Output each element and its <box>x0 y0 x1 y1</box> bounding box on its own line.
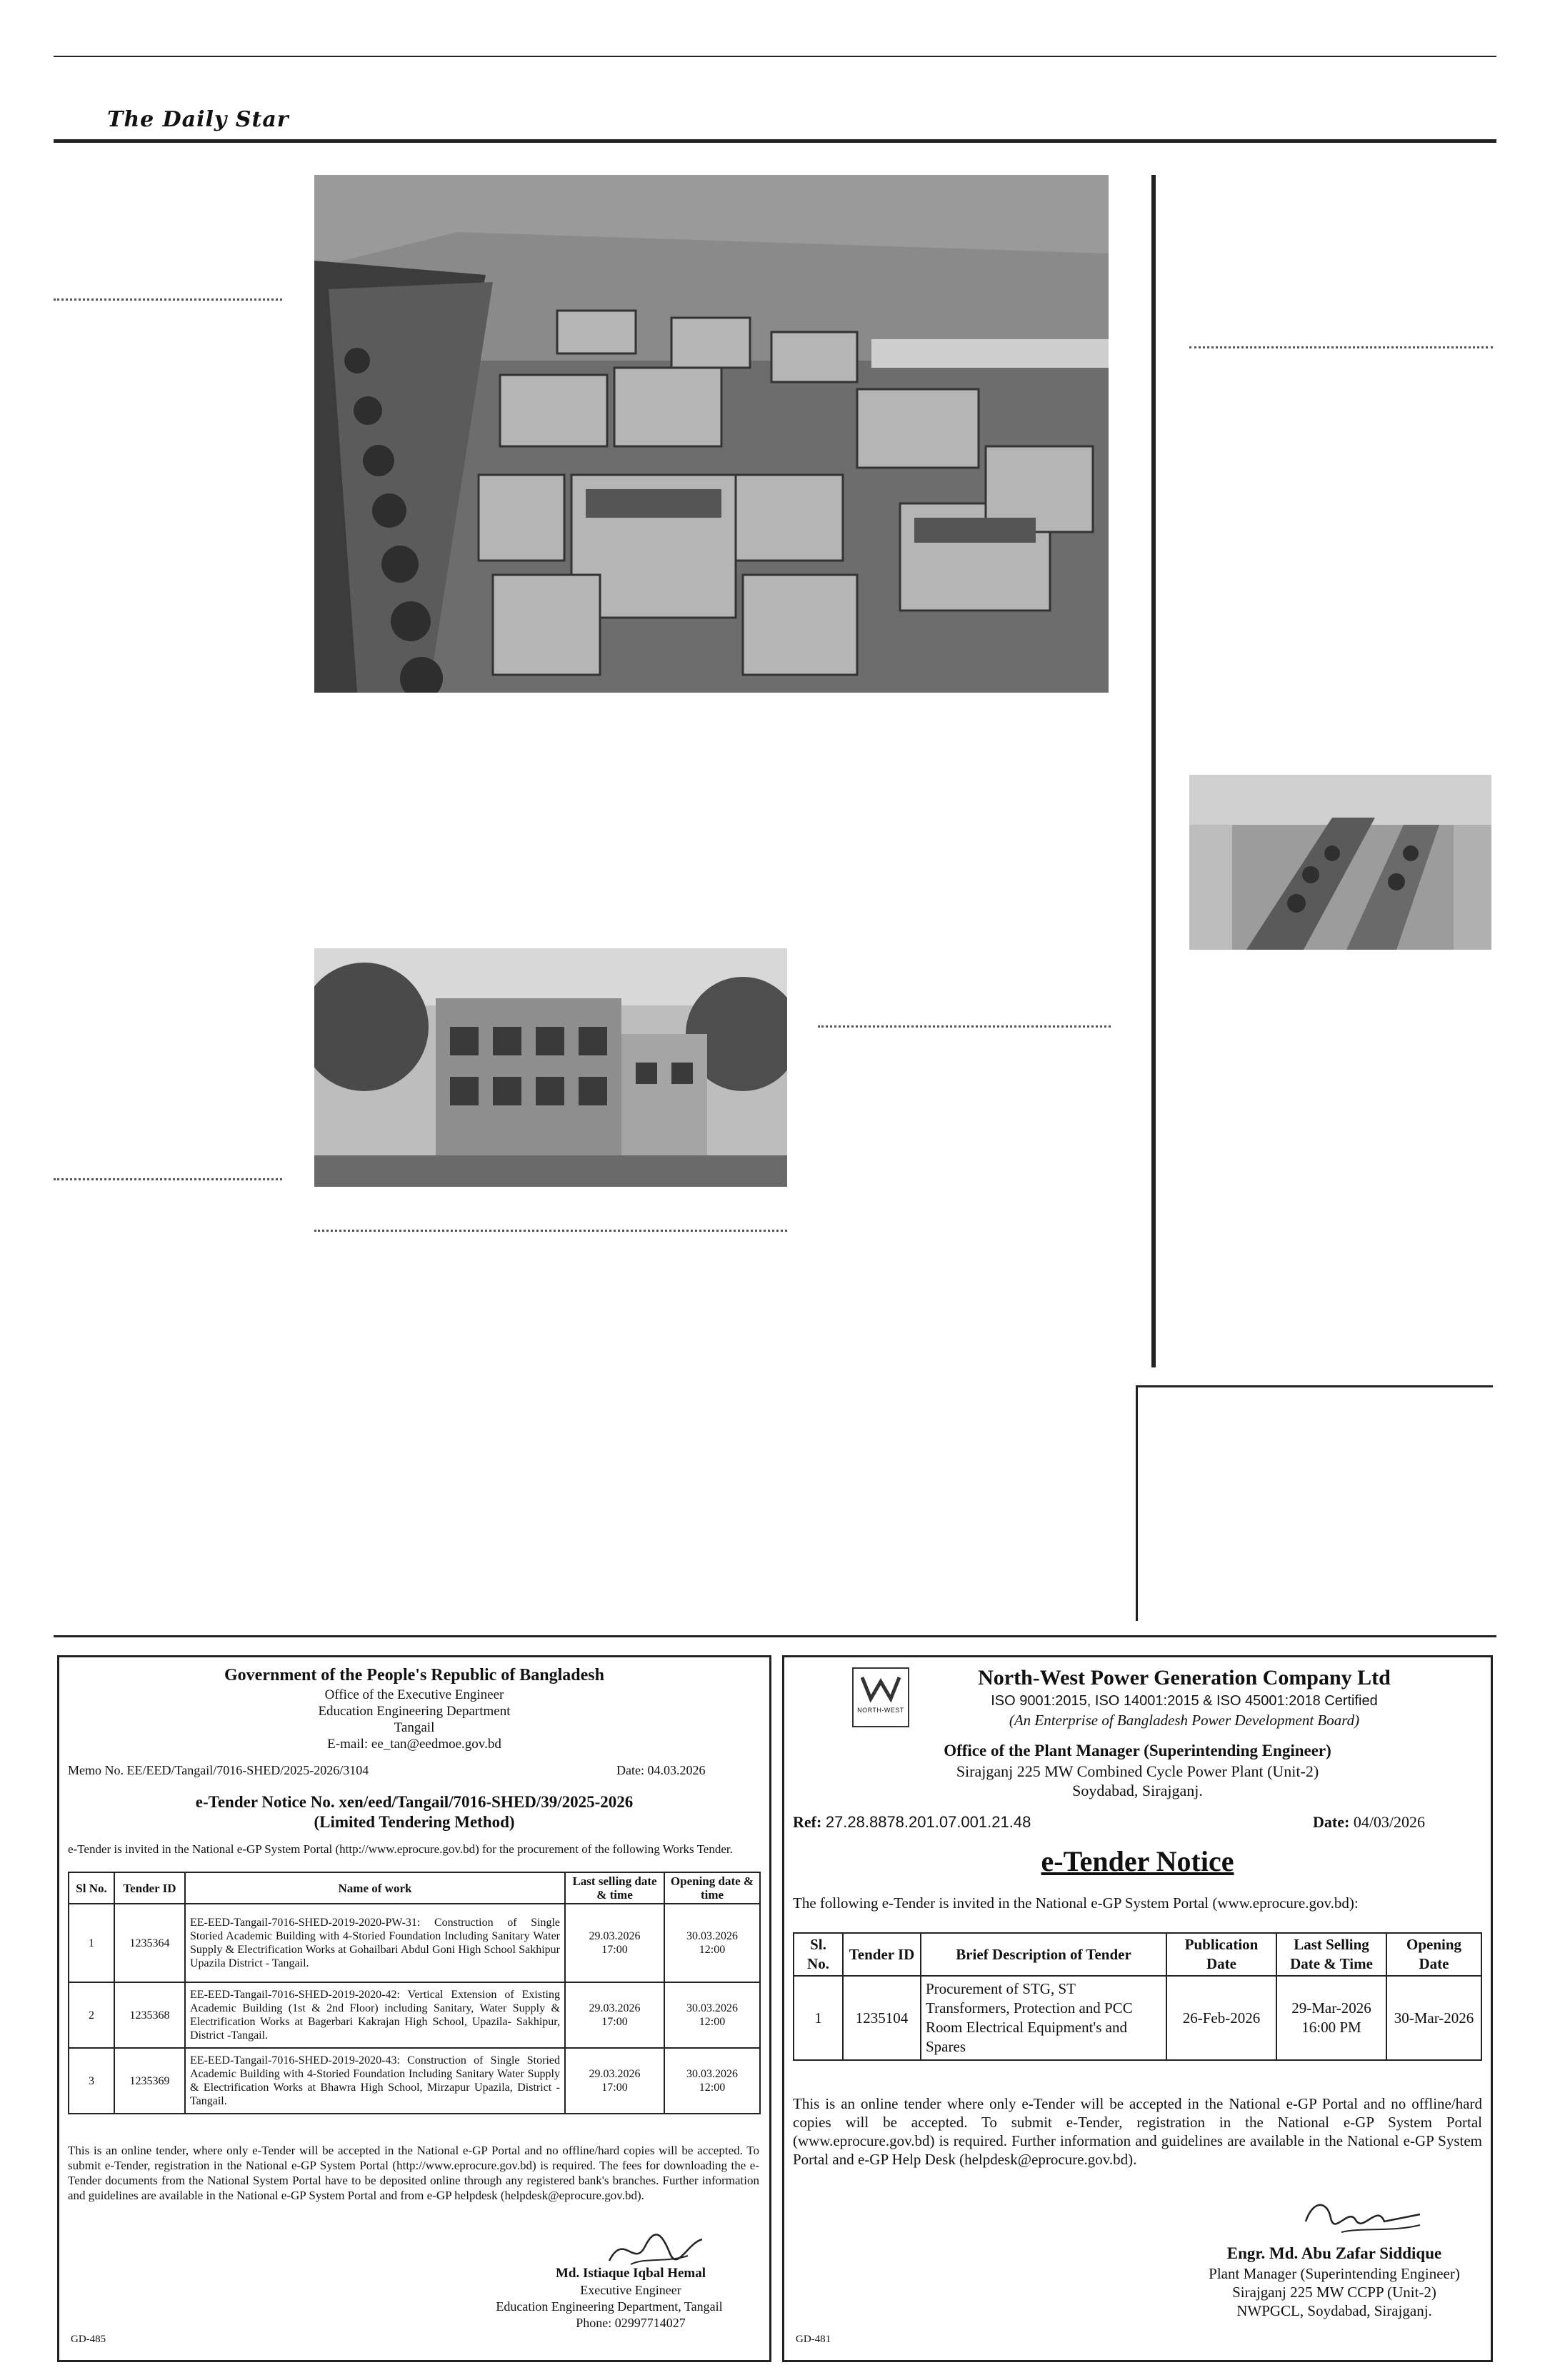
ad-right-tender-table <box>793 1932 1482 2061</box>
col-opening: Opening date & time <box>664 1872 760 1904</box>
left-col-separator-2 <box>54 1178 282 1180</box>
traffic-jam-photo <box>314 175 1109 693</box>
ad-left-dept: Education Engineering Department <box>318 1704 511 1719</box>
ad-left-intro: e-Tender is invited in the National e-GP System Portal (http://www.eprocure.gov.bd) for the procurement of the following Works Tender. <box>68 1842 733 1856</box>
ad-right-notice-title: e-Tender Notice <box>1041 1845 1234 1877</box>
col-publication: Publication Date <box>1166 1933 1276 1976</box>
ad-left-signer-phone: Phone: 02997714027 <box>576 2316 686 2330</box>
col-work: Name of work <box>185 1872 565 1904</box>
table-row: 3 1235369 EE-EED-Tangail-7016-SHED-2019-2020-43: Construction of Single Storied Academic Building with 4-Storied Foundation Including Sanitary Water Supply & Electrification Works at Bhawra High School, Mirzapur Upazila, District -Tangail. 29.03.2026 17:00 30.03.2026 12:00 <box>69 2048 760 2114</box>
ad-left-email: E-mail: ee_tan@eedmoe.gov.bd <box>327 1737 501 1752</box>
ad-left-date: Date: 04.03.2026 <box>616 1763 706 1777</box>
ad-right-office: Office of the Plant Manager (Superintending Engineer) <box>944 1742 1331 1759</box>
ad-right-signer-name: Engr. Md. Abu Zafar Siddique <box>1226 2244 1442 2262</box>
ad-right-plant: Sirajganj 225 MW Combined Cycle Power Plant (Unit-2) <box>956 1762 1319 1780</box>
ad-right-ref: Ref: 27.28.8878.201.07.001.21.48 <box>793 1813 1031 1831</box>
masthead-logo: The Daily Star <box>107 107 289 132</box>
col-opening: Opening Date <box>1386 1933 1481 1976</box>
masthead-rule <box>54 139 1496 143</box>
table-row: 1 1235364 EE-EED-Tangail-7016-SHED-2019-2020-PW-31: Construction of Single Storied Academic Building with 4-Storied Foundation Including Sanitary Water Supply & Electrification Works at Gohailbari Abdul Goni High School Sakhipur Upazila District - Tangail. 29.03.2026 17:00 30.03.2026 12:00 <box>69 1904 760 1982</box>
col-sl: Sl. No. <box>794 1933 843 1976</box>
ad-right-date: Date: 04/03/2026 <box>1313 1813 1426 1831</box>
ad-left-footer-text: This is an online tender, where only e-Tender will be accepted in the National e-GP Portal and no offline/hard copies will be accepted. To submit e-Tender, registration in the National e-GP System Portal (http://www.eprocure.gov.bd) is required. The fees for downloading the e-Tender documents from the National System Portal have to be deposited online through any registered bank's branches. Further information and guidelines are available in the National e-GP System Portal and from e-GP helpdesk (helpdesk@eprocure.gov.bd). <box>68 2144 759 2202</box>
top-rule <box>54 56 1496 57</box>
ad-left-signer-name: Md. Istiaque Iqbal Hemal <box>555 2266 706 2281</box>
nwpgcl-logo-text: NORTH-WEST <box>857 1707 904 1714</box>
ad-right-footer-text: This is an online tender where only e-Tender will be accepted in the National e-GP Portal and no offline/hard copies will be accepted. To submit e-Tender, registration in the National e-GP System Portal (www.eprocure.gov.bd) is required. Further information and guidelines are available in the National e-GP System Portal and e-GP Help Desk (helpdesk@eprocure.gov.bd). <box>793 2095 1482 2168</box>
ad-left-code: GD-485 <box>71 2334 106 2345</box>
ad-left-signer-dept: Education Engineering Department, Tangail <box>496 2299 723 2314</box>
ad-left-place: Tangail <box>394 1720 435 1735</box>
table-row: 2 1235368 EE-EED-Tangail-7016-SHED-2019-2020-42: Vertical Extension of Existing Academic Building (1st & 2nd Floor) including Sanitary, Water Supply & Electrification Works at Bagerbari Kakrajan High School, Upazila- Sakhipur, District -Tangail. 29.03.2026 17:00 30.03.2026 12:00 <box>69 1982 760 2048</box>
school-building-photo <box>314 948 787 1187</box>
left-col-separator-1 <box>54 298 282 301</box>
col-sl: Sl No. <box>69 1872 114 1904</box>
right-col-vertical-rule <box>1151 175 1156 1367</box>
ad-right-signer-place: NWPGCL, Soydabad, Sirajganj. <box>1236 2302 1432 2319</box>
center-col-separator-2 <box>818 1025 1111 1028</box>
right-box-top-rule <box>1136 1385 1493 1387</box>
ad-right-company: North-West Power Generation Company Ltd <box>978 1666 1391 1689</box>
ad-right-signature <box>1299 2193 1427 2243</box>
ad-right-signer-plant: Sirajganj 225 MW CCPP (Unit-2) <box>1232 2284 1436 2301</box>
eed-tangail-tender-ad <box>57 1655 771 2362</box>
ad-left-notice-title: e-Tender Notice No. xen/eed/Tangail/7016-SHED/39/2025-2026 <box>195 1793 634 1811</box>
col-tender-id: Tender ID <box>114 1872 185 1904</box>
right-box-left-rule <box>1136 1385 1138 1621</box>
table-row: 1 1235104 Procurement of STG, ST Transformers, Protection and PCC Room Electrical Equipment's and Spares 26-Feb-2026 29-Mar-2026 16:00 PM 30-Mar-2026 <box>794 1976 1481 2060</box>
ad-right-intro: The following e-Tender is invited in the National e-GP System Portal (www.eprocure.gov.bd): <box>793 1894 1359 1912</box>
ad-left-office: Office of the Executive Engineer <box>324 1687 504 1702</box>
ad-right-enterprise: (An Enterprise of Bangladesh Power Development Board) <box>1009 1712 1360 1729</box>
ad-left-memo: Memo No. EE/EED/Tangail/7016-SHED/2025-2026/3104 <box>68 1763 369 1777</box>
ad-left-notice-subtitle: (Limited Tendering Method) <box>314 1813 515 1831</box>
col-tender-id: Tender ID <box>843 1933 921 1976</box>
ad-left-signature <box>602 2229 709 2271</box>
escalator-mall-photo <box>1189 775 1491 950</box>
ad-right-code: GD-481 <box>796 2334 831 2345</box>
col-last-selling: Last Selling Date & Time <box>1276 1933 1386 1976</box>
ad-right-place: Soydabad, Sirajganj. <box>1072 1782 1203 1799</box>
ad-right-signer-title: Plant Manager (Superintending Engineer) <box>1209 2265 1460 2282</box>
ad-left-tender-table <box>68 1872 761 2114</box>
ad-left-org: Government of the People's Republic of Bangladesh <box>224 1666 604 1684</box>
ad-right-iso: ISO 9001:2015, ISO 14001:2015 & ISO 45001:2018 Certified <box>991 1693 1378 1709</box>
nwpgcl-tender-ad <box>782 1655 1493 2362</box>
center-col-separator-1 <box>314 1230 787 1232</box>
ads-section-rule <box>54 1635 1496 1637</box>
right-col-separator <box>1189 346 1493 348</box>
col-desc: Brief Description of Tender <box>921 1933 1166 1976</box>
ad-left-signer-title: Executive Engineer <box>580 2283 681 2297</box>
col-last-selling: Last selling date & time <box>565 1872 664 1904</box>
